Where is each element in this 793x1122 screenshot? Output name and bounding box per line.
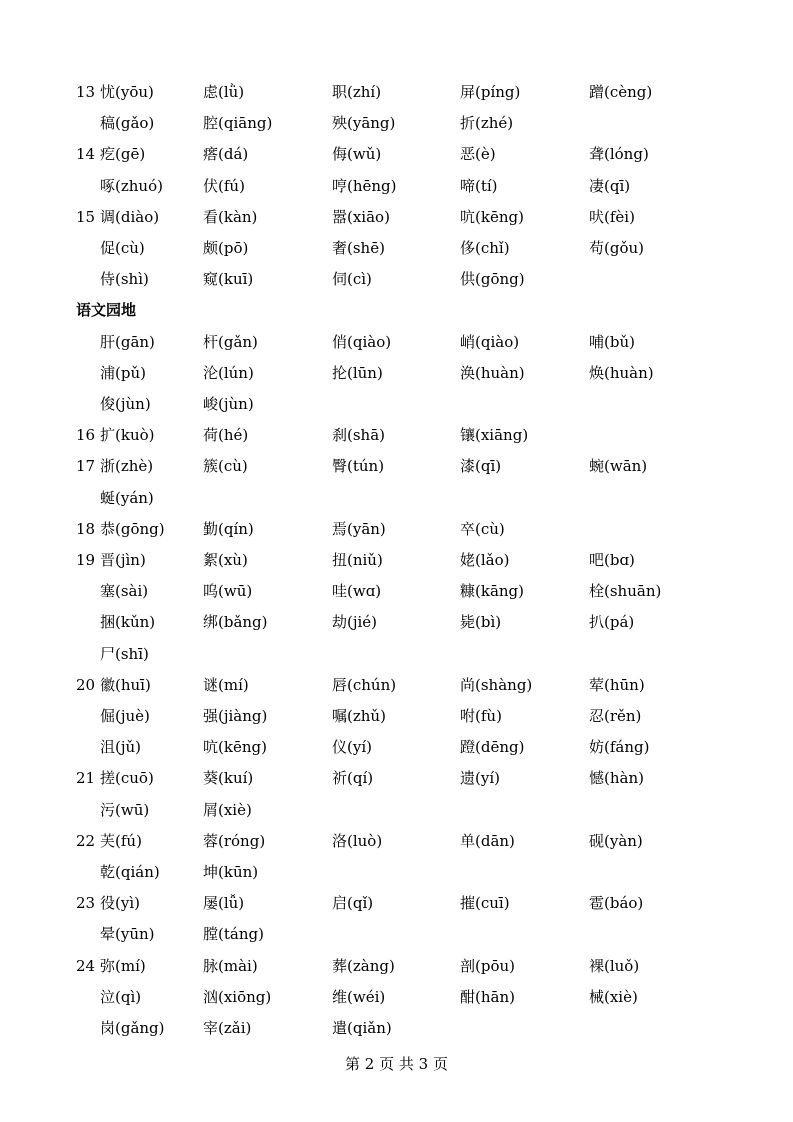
vocab-row <box>0 392 793 416</box>
vocab-item: 镶(xiāng) <box>460 426 529 445</box>
vocab-item: 尸(shī) <box>100 644 149 663</box>
vocab-item: 调(diào) <box>100 207 160 226</box>
vocab-item: 涣(huàn) <box>460 363 525 382</box>
vocab-item: 俏(qiào) <box>332 332 392 351</box>
vocab-item: 虑(lǜ) <box>203 83 245 101</box>
vocab-item: 刹(shā) <box>332 426 386 445</box>
vocab-item: 洛(luò) <box>332 831 383 850</box>
vocab-item: 酣(hān) <box>460 987 515 1006</box>
vocab-row <box>0 267 793 291</box>
vocab-row <box>0 174 793 198</box>
vocab-row <box>0 80 793 104</box>
vocab-item: 蹬(dēng) <box>460 738 525 757</box>
vocab-item: 絮(xù) <box>203 551 248 569</box>
vocab-item: 吭(kēng) <box>460 207 524 226</box>
vocab-row <box>0 735 793 759</box>
vocab-item: 峻(jùn) <box>203 395 254 413</box>
vocab-row <box>0 1016 793 1040</box>
vocab-item: 颇(pō) <box>203 239 249 257</box>
lesson-number: 16 <box>76 426 96 445</box>
vocab-item: 蓉(róng) <box>203 831 266 850</box>
vocab-item: 侮(wǔ) <box>332 145 382 164</box>
vocab-item: 吭(kēng) <box>203 738 267 757</box>
lesson-number: 22 <box>76 831 96 850</box>
vocab-item: 折(zhé) <box>460 114 514 133</box>
vocab-item: 腔(qiāng) <box>203 114 273 133</box>
vocab-item: 弥(mí) <box>100 956 146 975</box>
vocab-item: 绑(bǎng) <box>203 613 268 632</box>
lesson-number: 21 <box>76 769 96 788</box>
vocab-item: 膛(táng) <box>203 925 264 944</box>
vocab-item: 臀(tún) <box>332 457 385 476</box>
vocab-item: 抡(lūn) <box>332 363 383 382</box>
vocab-item: 供(gōng) <box>460 270 525 289</box>
vocab-row <box>0 829 793 853</box>
vocab-item: 吠(fèi) <box>589 207 635 226</box>
vocab-item: 维(wéi) <box>332 987 386 1006</box>
lesson-number: 14 <box>76 145 96 164</box>
vocab-item: 遣(qiǎn) <box>332 1019 392 1037</box>
vocab-item: 摧(cuī) <box>460 894 510 913</box>
vocab-item: 沦(lún) <box>203 363 254 382</box>
vocab-item: 毙(bì) <box>460 613 502 632</box>
vocab-item: 污(wū) <box>100 800 150 819</box>
vocab-item: 徽(huī) <box>100 675 151 694</box>
vocab-item: 裸(luǒ) <box>589 956 640 975</box>
vocab-row <box>0 486 793 510</box>
vocab-item: 簇(cù) <box>203 457 248 476</box>
vocab-item: 恭(gōng) <box>100 519 165 538</box>
vocab-item: 焕(huàn) <box>589 363 654 382</box>
vocab-row <box>0 517 793 541</box>
vocab-item: 屑(xiè) <box>203 800 252 819</box>
vocab-item: 劫(jié) <box>332 613 378 632</box>
lesson-number: 13 <box>76 83 96 101</box>
vocab-item: 砚(yàn) <box>589 831 643 850</box>
vocab-item: 械(xiè) <box>589 987 638 1006</box>
vocab-item: 仪(yí) <box>332 738 372 757</box>
vocab-item: 哇(wɑ) <box>332 582 382 601</box>
vocab-item: 奢(shē) <box>332 239 385 257</box>
vocab-item: 遗(yí) <box>460 769 500 788</box>
vocab-row <box>0 610 793 634</box>
vocab-item: 扩(kuò) <box>100 426 155 445</box>
vocab-item: 单(dān) <box>460 831 515 850</box>
vocab-row <box>0 766 793 790</box>
vocab-row <box>0 142 793 166</box>
vocab-item: 塞(sài) <box>100 582 149 601</box>
vocab-item: 强(jiàng) <box>203 707 268 725</box>
vocab-row <box>0 673 793 697</box>
vocab-item: 吧(bɑ) <box>589 551 635 569</box>
vocab-item: 瘩(dá) <box>203 145 249 164</box>
vocab-item: 剖(pōu) <box>460 956 515 975</box>
vocab-item: 岗(gǎng) <box>100 1019 165 1037</box>
vocab-item: 伏(fú) <box>203 176 245 195</box>
vocab-row <box>0 985 793 1009</box>
vocab-item: 嚣(xiāo) <box>332 207 390 226</box>
vocab-row <box>0 236 793 260</box>
vocab-item: 姥(lǎo) <box>460 551 510 569</box>
vocab-item: 糠(kāng) <box>460 582 524 601</box>
vocab-item: 看(kàn) <box>203 207 258 226</box>
vocab-row <box>0 361 793 385</box>
vocab-item: 谜(mí) <box>203 675 249 694</box>
vocab-item: 呜(wū) <box>203 582 253 601</box>
vocab-item: 咐(fù) <box>460 707 502 725</box>
vocab-row <box>0 704 793 728</box>
vocab-item: 憾(hàn) <box>589 769 644 788</box>
vocab-item: 倔(juè) <box>100 707 150 725</box>
vocab-item: 蜿(wān) <box>589 457 648 476</box>
vocab-row <box>0 423 793 447</box>
vocab-item: 促(cù) <box>100 239 145 257</box>
vocab-item: 启(qǐ) <box>332 894 374 913</box>
vocab-item: 焉(yān) <box>332 519 386 538</box>
vocab-item: 晋(jìn) <box>100 551 146 569</box>
vocab-item: 泣(qì) <box>100 987 142 1006</box>
vocab-item: 勤(qín) <box>203 519 254 538</box>
vocab-row <box>0 798 793 822</box>
vocab-item: 屡(lǚ) <box>203 894 245 913</box>
vocab-item: 祈(qí) <box>332 769 374 788</box>
vocab-item: 杆(gǎn) <box>203 332 258 351</box>
vocab-item: 役(yì) <box>100 894 140 913</box>
vocab-item: 苟(gǒu) <box>589 239 644 257</box>
vocab-item: 浦(pǔ) <box>100 363 146 382</box>
vocab-item: 凄(qī) <box>589 176 631 195</box>
lesson-number: 17 <box>76 457 96 476</box>
vocab-item: 葵(kuí) <box>203 769 254 788</box>
vocab-row <box>0 642 793 666</box>
lesson-number: 20 <box>76 675 96 694</box>
section-heading: 语文园地 <box>76 301 137 320</box>
vocab-row <box>0 579 793 603</box>
vocab-item: 汹(xiōng) <box>203 987 272 1006</box>
vocab-row <box>0 330 793 354</box>
vocab-item: 晕(yūn) <box>100 925 155 944</box>
vocab-item: 稿(gǎo) <box>100 114 155 133</box>
lesson-number: 18 <box>76 519 96 538</box>
vocab-item: 侈(chǐ) <box>460 239 510 257</box>
vocab-item: 栓(shuān) <box>589 582 662 601</box>
vocab-item: 捆(kǔn) <box>100 613 156 632</box>
vocab-item: 葬(zàng) <box>332 956 395 975</box>
vocab-row <box>0 860 793 884</box>
vocab-item: 脉(mài) <box>203 956 258 975</box>
vocab-item: 嘱(zhǔ) <box>332 707 386 725</box>
vocab-item: 蜒(yán) <box>100 488 154 507</box>
vocab-item: 唇(chún) <box>332 675 397 694</box>
vocab-item: 啼(tí) <box>460 176 498 195</box>
lesson-number: 19 <box>76 551 96 569</box>
vocab-item: 殃(yāng) <box>332 114 396 133</box>
vocab-item: 扒(pá) <box>589 613 635 632</box>
page-footer: 第 2 页 共 3 页 <box>345 1055 448 1073</box>
vocab-item: 蹭(cèng) <box>589 83 653 101</box>
vocab-item: 伺(cì) <box>332 270 372 289</box>
vocab-row <box>0 454 793 478</box>
vocab-item: 卒(cù) <box>460 519 505 538</box>
vocab-item: 职(zhí) <box>332 83 382 101</box>
vocab-row <box>0 954 793 978</box>
vocab-item: 漆(qī) <box>460 457 502 476</box>
vocab-row <box>0 891 793 915</box>
lesson-number: 15 <box>76 207 96 226</box>
vocab-item: 恶(è) <box>460 145 496 164</box>
vocab-item: 雹(báo) <box>589 894 644 913</box>
vocab-item: 啄(zhuó) <box>100 176 163 195</box>
vocab-item: 乾(qián) <box>100 863 160 881</box>
vocab-row <box>0 111 793 135</box>
vocab-item: 窥(kuī) <box>203 270 254 289</box>
vocab-item: 疙(gē) <box>100 145 146 164</box>
vocab-item: 俊(jùn) <box>100 395 151 413</box>
vocab-item: 荤(hūn) <box>589 675 645 694</box>
vocab-item: 妨(fáng) <box>589 738 650 757</box>
vocab-item: 峭(qiào) <box>460 332 520 351</box>
vocab-item: 坤(kūn) <box>203 863 259 881</box>
lesson-number: 23 <box>76 894 96 913</box>
vocab-item: 尚(shàng) <box>460 675 533 694</box>
vocab-item: 哺(bǔ) <box>589 332 635 351</box>
vocab-row <box>0 205 793 229</box>
vocab-item: 荷(hé) <box>203 426 249 445</box>
vocab-item: 沮(jǔ) <box>100 738 142 757</box>
vocab-item: 肝(gān) <box>100 332 155 351</box>
vocab-item: 侍(shì) <box>100 270 149 289</box>
vocab-item: 宰(zǎi) <box>203 1019 252 1037</box>
vocab-item: 忍(rěn) <box>589 707 642 725</box>
vocab-item: 屏(píng) <box>460 83 521 101</box>
lesson-number: 24 <box>76 956 96 975</box>
vocab-item: 芙(fú) <box>100 831 142 850</box>
vocab-item: 聋(lóng) <box>589 145 649 164</box>
vocab-item: 浙(zhè) <box>100 457 154 476</box>
vocab-item: 搓(cuō) <box>100 769 154 788</box>
vocab-item: 哼(hēng) <box>332 176 397 195</box>
vocab-row <box>0 548 793 572</box>
vocab-item: 扭(niǔ) <box>332 551 383 569</box>
vocab-row <box>0 922 793 946</box>
vocab-item: 忧(yōu) <box>100 83 154 101</box>
